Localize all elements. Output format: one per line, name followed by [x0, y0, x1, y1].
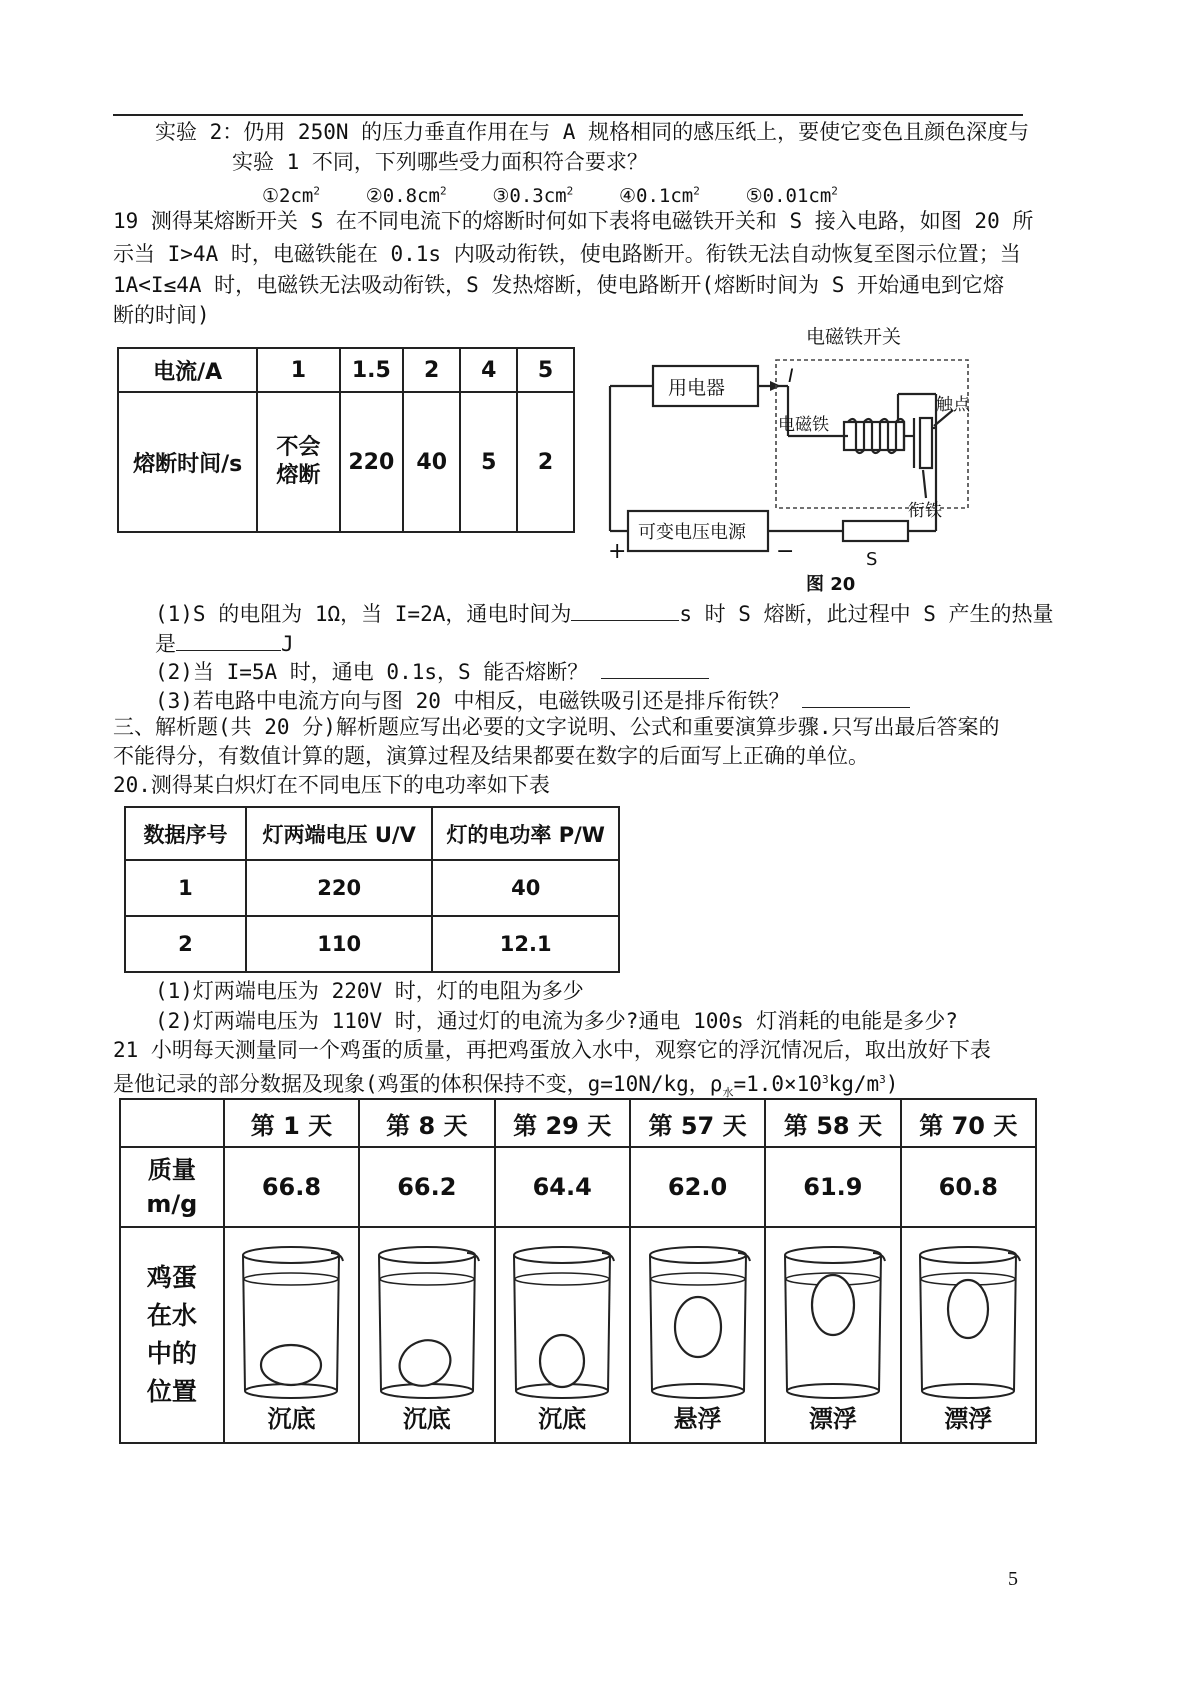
mass-label: 质量 m/g [120, 1147, 224, 1227]
option-2: $②0.8cm^2$ [365, 185, 447, 208]
mass-cell: 66.8 [224, 1147, 359, 1227]
position-label: 鸡蛋 在水 中的 位置 [120, 1227, 224, 1443]
time-header: 熔断时间/s [118, 392, 257, 532]
day-header: 第 70 天 [901, 1099, 1036, 1147]
fig-current-label: I [788, 365, 794, 387]
q19-line3: 1A<I≤4A 时，电磁铁无法吸动衔铁，S 发热熔断，使电路断开(熔断时间为 S 开始通电到它熔 [113, 273, 1004, 297]
q20-cell: 110 [246, 916, 432, 972]
beaker-icon [231, 1243, 351, 1403]
current-cell: 4 [460, 348, 517, 392]
time-cell: 220 [340, 392, 404, 532]
option-3: $③0.3cm^2$ [492, 185, 574, 208]
q20-stem: 20.测得某白炽灯在不同电压下的电功率如下表 [113, 773, 550, 797]
fig-source: 可变电压电源 [638, 522, 746, 543]
answer-blank[interactable] [601, 656, 709, 679]
current-cell: 5 [517, 348, 574, 392]
beaker-cell [359, 1227, 494, 1443]
day-header: 第 1 天 [224, 1099, 359, 1147]
beaker-icon [908, 1243, 1028, 1403]
q20-cell: 1 [125, 860, 246, 916]
q20-lamp-table [124, 806, 620, 973]
time-cell: 40 [403, 392, 460, 532]
day-header: 第 8 天 [359, 1099, 494, 1147]
mass-cell: 60.8 [901, 1147, 1036, 1227]
q19-sub3: (3)若电路中电流方向与图 20 中相反，电磁铁吸引还是排斥衔铁？ [155, 685, 910, 715]
fig-electromagnet: 电磁铁 [778, 415, 829, 435]
current-cell: 2 [403, 348, 460, 392]
mass-cell: 62.0 [630, 1147, 765, 1227]
time-cell: 2 [517, 392, 574, 532]
section3-line1: 三、解析题(共 20 分)解析题应写出必要的文字说明、公式和重要演算步骤.只写出最后答案的 [113, 715, 1000, 739]
beaker-cell [495, 1227, 630, 1443]
q19-fuse-table [117, 347, 575, 533]
q21-line2: 是他记录的部分数据及现象(鸡蛋的体积保持不变，g=10N/kg，$\rho_水=1.0\times 10^3kg/m^3$) [113, 1072, 899, 1100]
beaker-cell [765, 1227, 900, 1443]
q19-sub1-cont: 是 J [155, 628, 294, 658]
q21-egg-table [119, 1098, 1037, 1444]
fig-minus: − [776, 539, 795, 564]
fig-contact: 触点 [936, 395, 970, 415]
beaker-icon [638, 1243, 758, 1403]
state-label: 沉底 [538, 1404, 587, 1433]
option-4: $④0.1cm^2$ [619, 185, 700, 208]
day-header: 第 57 天 [630, 1099, 765, 1147]
fig-caption: 图 20 [806, 574, 856, 595]
q20-header: 数据序号 [125, 807, 246, 860]
q19-sub1: (1)S 的电阻为 1Ω，当 I=2A，通电时间为 s 时 S 熔断，此过程中 S 产生的热量 [155, 598, 1054, 628]
q20-sub1: (1)灯两端电压为 220V 时，灯的电阻为多少 [155, 979, 584, 1003]
mass-cell: 66.2 [359, 1147, 494, 1227]
answer-blank[interactable] [176, 628, 281, 651]
section3-line2: 不能得分，有数值计算的题，演算过程及结果都要在数字的后面写上正确的单位。 [113, 744, 869, 768]
fig-title: 电磁铁开关 [806, 326, 902, 348]
state-label: 漂浮 [944, 1404, 993, 1433]
beaker-cell [901, 1227, 1036, 1443]
corner-cell [120, 1099, 224, 1147]
q20-cell: 2 [125, 916, 246, 972]
beaker-icon [773, 1243, 893, 1403]
q19-line1: 19 测得某熔断开关 S 在不同电流下的熔断时何如下表将电磁铁开关和 S 接入电路，如图 20 所 [113, 209, 1034, 233]
figure-20-circuit [598, 318, 978, 598]
q19-line2: 示当 I>4A 时，电磁铁能在 0.1s 内吸动衔铁，使电路断开。衔铁无法自动恢复至图示位置；当 [113, 242, 1021, 266]
top-rule [113, 114, 1023, 116]
page-number: 5 [1008, 1568, 1018, 1590]
current-header: 电流/A [118, 348, 257, 392]
mass-cell: 61.9 [765, 1147, 900, 1227]
answer-blank[interactable] [571, 598, 679, 621]
current-cell: 1 [257, 348, 339, 392]
q20-cell: 12.1 [432, 916, 619, 972]
q20-sub2: (2)灯两端电压为 110V 时，通过灯的电流为多少?通电 100s 灯消耗的电能是多少? [155, 1009, 958, 1033]
beaker-cell [224, 1227, 359, 1443]
day-header: 第 58 天 [765, 1099, 900, 1147]
exp2-options [262, 178, 838, 210]
fig-plus: + [608, 539, 627, 564]
fig-switch-label: S [866, 549, 878, 570]
current-cell: 1.5 [340, 348, 404, 392]
q20-header: 灯两端电压 U/V [246, 807, 432, 860]
option-5: $⑤0.01cm^2$ [745, 185, 838, 208]
fig-armature: 衔铁 [908, 501, 942, 521]
q21-line1: 21 小明每天测量同一个鸡蛋的质量，再把鸡蛋放入水中，观察它的浮沉情况后，取出放好下表 [113, 1038, 991, 1062]
q20-cell: 220 [246, 860, 432, 916]
q20-cell: 40 [432, 860, 619, 916]
beaker-cell [630, 1227, 765, 1443]
mass-cell: 64.4 [495, 1147, 630, 1227]
exp2-line2: 实验 1 不同，下列哪些受力面积符合要求？ [232, 150, 648, 174]
time-cell: 5 [460, 392, 517, 532]
exp2-line1: 实验 2：仍用 250N 的压力垂直作用在与 A 规格相同的感压纸上，要使它变色且颜色深度与 [155, 120, 1030, 144]
answer-blank[interactable] [802, 685, 910, 708]
beaker-icon [367, 1243, 487, 1403]
day-header: 第 29 天 [495, 1099, 630, 1147]
state-label: 沉底 [267, 1404, 316, 1433]
state-label: 漂浮 [808, 1404, 857, 1433]
state-label: 沉底 [402, 1404, 451, 1433]
state-label: 悬浮 [673, 1404, 722, 1433]
q20-header: 灯的电功率 P/W [432, 807, 619, 860]
option-1: $①2cm^2$ [262, 185, 320, 208]
q19-sub2: (2)当 I=5A 时，通电 0.1s，S 能否熔断？ [155, 656, 709, 686]
time-cell: 不会 熔断 [257, 392, 339, 532]
q19-line4: 断的时间) [113, 303, 210, 327]
fig-appliance: 用电器 [668, 377, 726, 399]
beaker-icon [502, 1243, 622, 1403]
